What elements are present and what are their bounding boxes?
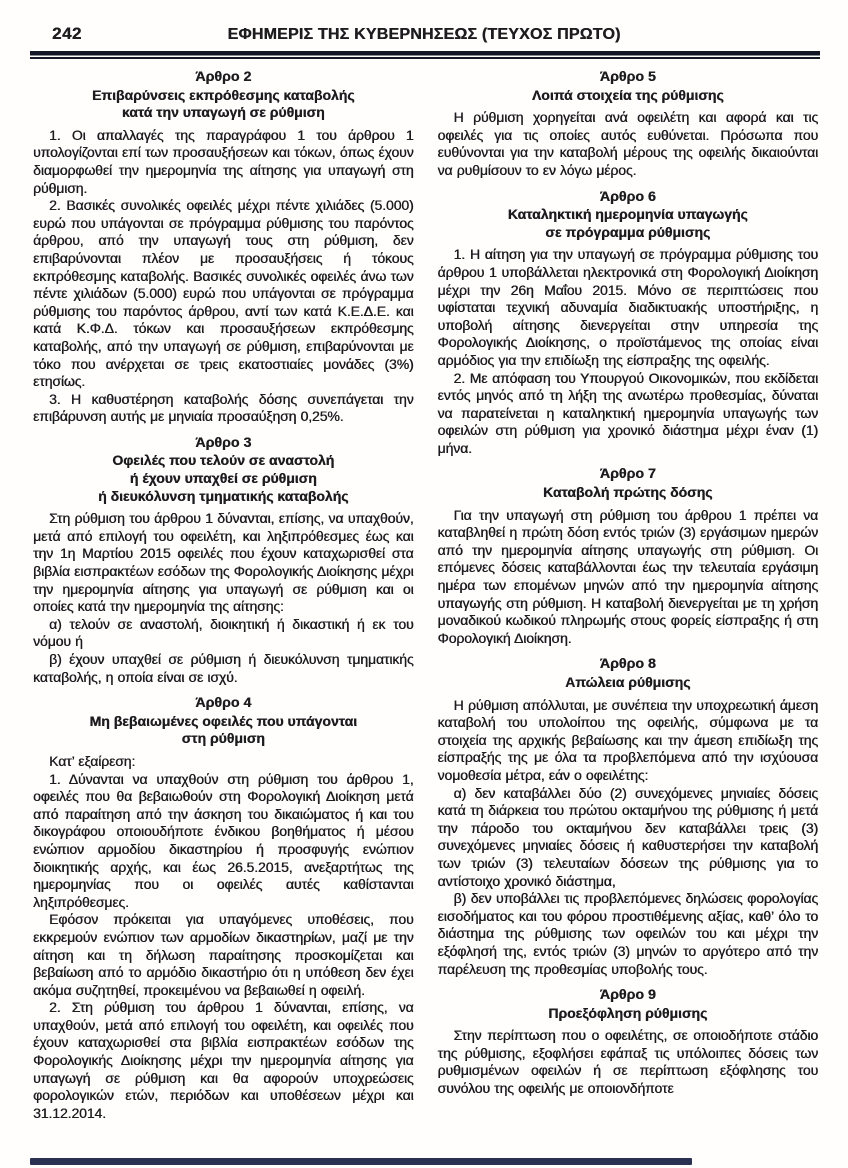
article-paragraph: β) έχουν υπαχθεί σε ρύθμιση ή διευκόλυνση τμηματικής καταβολής, η οποία είναι σε ισχύ. (33, 651, 414, 685)
article-paragraph: 2. Βασικές συνολικές οφειλές μέχρι πέντε χιλιάδες (5.000) ευρώ που υπάγονται σε πρόγραμμα ρύθμισης του παρόντος άρθρου, από την υπαγωγή τους στη ρύθμιση, δεν επιβαρύνονται πλέον με προσαυξήσεις ή τόκους εκπρόθεσμης καταβολής. Βασικές συνολικές οφειλές άνω των πέντε χιλιάδων (5.000) ευρώ που υπάγονται σε πρόγραμμα ρύθμισης του παρόντος άρθρου, αντί των κατά Κ.Ε.Δ.Ε. και κατά Κ.Φ.Δ. τόκων και προσαυξήσεων εκπρόθεσμης καταβολής, από την υπαγωγή σε ρύθμιση, επιβαρύνονται με τόκο που ανέρχεται σε τρεις εκατοστιαίες μονάδες (3%) ετησίως. (33, 197, 414, 390)
article-subtitle (438, 484, 819, 502)
article-title: Άρθρο 6 (599, 188, 656, 205)
page-header (0, 0, 848, 44)
article-subtitle-line: κατά την υπαγωγή σε ρύθμιση (121, 104, 325, 121)
article-title: Άρθρο 8 (599, 656, 656, 673)
article-subtitle-line: Προεξόφληση ρύθμισης (548, 1004, 708, 1021)
article-subtitle-line: σε πρόγραμμα ρύθμισης (545, 223, 711, 240)
article-subtitle (438, 87, 819, 105)
article-paragraph: 2. Στη ρύθμιση του άρθρου 1 δύνανται, επίσης, να υπαχθούν, μετά από επιλογή του οφειλέτη, και οφειλές που έχουν καταχωρισθεί στα βιβλία εισπρακτέων εσόδων της Φορολογικής Διοίκησης μέχρι την ημερομηνία αίτησης για υπαγωγή σε ρύθμιση και θα αφορούν υποχρεώσεις φορολογικών ετών, περιόδων και υποθέσεων μέχρι και 31.12.2014. (33, 999, 414, 1121)
article-paragraph: Στην περίπτωση που ο οφειλέτης, σε οποιοδήποτε στάδιο της ρύθμισης, εξοφλήσει εφάπαξ τις υπόλοιπες δόσεις των ρυθμισμένων οφειλών ή σε περίπτωση εξόφλησης του συνόλου της οφειλής με οποιονδήποτε (437, 1027, 818, 1097)
article-paragraph: Στη ρύθμιση του άρθρου 1 δύνανται, επίσης, να υπαχθούν, μετά από επιλογή του οφειλέτη, και ληξιπρόθεσμες έως και την 1η Μαρτίου 2015 οφειλές που έχουν καταχωρισθεί στα βιβλία εισπρακτέων εσόδων της Φορολογικής Διοίκησης μέχρι την ημερομηνία αίτησης για υπαγωγή σε ρύθμιση και οι οποίες κατά την ημερομηνία της αίτησης: (33, 510, 414, 615)
article-subtitle (438, 674, 819, 692)
article-paragraph: Εφόσον πρόκειται για υπαγόμενες υποθέσεις, που εκκρεμούν ενώπιον των αρμοδίων δικαστηρίων, μαζί με την αίτηση και τη δήλωση παραίτησης προσκομίζεται και βεβαίωση από το αρμόδιο δικαστήριο ότι η υπόθεση δεν έχει ακόμα συζητηθεί, προκειμένου να βεβαιωθεί η οφειλή. (33, 911, 414, 998)
article-subtitle (33, 713, 414, 748)
article-subtitle-line: Λοιπά στοιχεία της ρύθμισης (531, 86, 724, 103)
article-subtitle-line: Απώλεια ρύθμισης (565, 674, 691, 690)
article-paragraph: 3. Η καθυστέρηση καταβολής δόσης συνεπάγεται την επιβάρυνση αυτής με μηνιαία προσαύξηση 0,25%. (33, 390, 414, 425)
article-paragraph: Κατ’ εξαίρεση: (49, 752, 136, 769)
article (438, 466, 819, 647)
article-paragraph: 1. Η αίτηση για την υπαγωγή σε πρόγραμμα ρύθμισης του άρθρου 1 υποβάλλεται ηλεκτρονικά στη Φορολογική Διοίκηση μέχρι την 26η Μαΐου 2015. Μόνο σε περιπτώσεις που υφίσταται τεχνική αδυναμία διαδικτυακής υποστήριξης, η υποβολή αίτησης διενεργείται στην υπηρεσία της Φορολογικής Διοίκησης, ο προϊστάμενος της οποίας είναι αρμόδιος για την επιδίωξη της είσπραξης της οφειλής. (437, 246, 818, 368)
article-subtitle-line: Καταληκτική ημερομηνία υπαγωγής (507, 206, 748, 223)
article-subtitle-line: στη ρύθμιση (181, 730, 265, 747)
article-subtitle (438, 206, 819, 241)
article-title: Άρθρο 2 (195, 69, 252, 85)
article-paragraph: 2. Με απόφαση του Υπουργού Οικονομικών, που εκδίδεται εντός μηνός από τη λήξη της ανωτέρω προθεσμίας, δύναται να παρατείνεται η καταληκτική ημερομηνία υπαγωγής των οφειλών στη ρύθμιση για χρονικό διάστημα μέχρι έναν (1) μήνα. (437, 369, 818, 456)
article-paragraph: α) δεν καταβάλλει δύο (2) συνεχόμενες μηνιαίες δόσεις κατά τη διάρκεια του πρώτου οκταμήνου της ρύθμισης ή μετά την πάροδο του οκταμήνου δεν καταβάλλει τρεις (3) συνεχόμενες μηνιαίες δόσεις ή καθυστερήσει την καταβολή των τριών (3) τελευταίων δόσεων της ρύθμισης για το αντίστοιχο χρονικό διάστημα, (437, 784, 818, 889)
article (438, 189, 819, 458)
article-paragraph: Η ρύθμιση απόλλυται, με συνέπεια την υποχρεωτική άμεση καταβολή του υπολοίπου της οφειλής, σύμφωνα με τα στοιχεία της αρχικής βεβαίωσης και την άμεση επιδίωξη της είσπραξής της με όλα τα προβλεπόμενα από την ισχύουσα νομοθεσία μέτρα, εάν ο οφειλέτης: (437, 696, 818, 783)
article (438, 69, 819, 180)
article (438, 656, 819, 978)
header-title: ΕΦΗΜΕΡΙΣ ΤΗΣ ΚΥΒΕΡΝΗΣΕΩΣ (ΤΕΥΧΟΣ ΠΡΩΤΟ) (227, 26, 621, 43)
article-paragraph: 1. Δύνανται να υπαχθούν στη ρύθμιση του άρθρου 1, οφειλές που θα βεβαιωθούν στη Φορολογική Διοίκηση μετά από παραίτηση από την άσκηση του δικαιώματος ή και του δικογράφου οποιουδήποτε ένδικου βοηθήματος ή μέσου ενώπιον αρμοδίου δικαστηρίου ή προσφυγής ενώπιον διοικητικής αρχής, και έως 26.5.2015, ανεξαρτήτως της ημερομηνίας που οι οφειλές αυτές καθίστανται ληξιπρόθεσμες. (33, 770, 414, 910)
article-columns (0, 59, 848, 1122)
article-title: Άρθρο 3 (195, 434, 252, 451)
article-subtitle-line: Μη βεβαιωμένες οφειλές που υπάγονται (89, 712, 357, 729)
article-subtitle-line: ή διευκόλυνση τμηματικής καταβολής (98, 487, 349, 504)
left-column (33, 67, 414, 1122)
scan-artifact-bar (30, 1158, 692, 1165)
article-subtitle-line: Επιβαρύνσεις εκπρόθεσμης καταβολής (91, 86, 355, 103)
article-paragraph: 1. Οι απαλλαγές της παραγράφου 1 του άρθρου 1 υπολογίζονται επί των προσαυξήσεων και τόκων, όπως έχουν διαμορφωθεί την ημερομηνία της αίτησης για υπαγωγή στη ρύθμιση. (33, 126, 414, 196)
article (33, 69, 414, 426)
article-title: Άρθρο 5 (599, 69, 656, 85)
article (33, 695, 414, 1122)
header-rule (30, 51, 820, 59)
article-paragraph: α) τελούν σε αναστολή, διοικητική ή δικαστική ή εκ του νόμου ή (33, 615, 414, 650)
article-subtitle-line: Καταβολή πρώτης δόσης (543, 484, 713, 501)
article (33, 435, 414, 686)
article-paragraph: Για την υπαγωγή στη ρύθμιση του άρθρου 1 πρέπει να καταβληθεί η πρώτη δόση εντός τριών (3) εργάσιμων ημερών από την ημερομηνία αίτησης υπαγωγής στη ρύθμιση. Οι επόμενες δόσεις καταβάλλονται έως την τελευταία εργάσιμη ημέρα των επομένων μηνών από την ημερομηνία αίτησης υπαγωγής στη ρύθμιση. Η καταβολή διενεργείται με τη χρήση μοναδικού κωδικού πληρωμής στους φορείς είσπραξης ή στη Φορολογική Διοίκηση. (437, 506, 818, 646)
article-subtitle (33, 87, 414, 122)
article-paragraph: Η ρύθμιση χορηγείται ανά οφειλέτη και αφορά και τις οφειλές για τις οποίες αυτός ευθύνεται. Πρόσωπα που ευθύνονται για την καταβολή μέρους της οφειλής δικαιούνται να ρυθμίσουν το εν λόγω μέρος. (437, 109, 818, 178)
article-subtitle-line: ή έχουν υπαχθεί σε ρύθμιση (129, 470, 317, 487)
article-subtitle (438, 1005, 819, 1023)
article-subtitle-line: Οφειλές που τελούν σε αναστολή (112, 452, 335, 469)
article-title: Άρθρο 4 (195, 695, 252, 712)
article-paragraph: β) δεν υποβάλλει τις προβλεπόμενες δηλώσεις φορολογίας εισοδήματος και του φόρου προστιθέμενης αξίας, καθ’ όλο το διάστημα της ρύθμισης των οφειλών του και μέχρι την εξόφλησή της, εντός τριών (3) μηνών το αργότερο από την παρέλευση της προθεσμίας υποβολής τους. (437, 890, 818, 977)
article-title: Άρθρο 9 (599, 987, 656, 1004)
page-number: 242 (52, 24, 82, 43)
article-title: Άρθρο 7 (599, 466, 656, 483)
article-subtitle (33, 452, 414, 505)
right-column (438, 67, 819, 1122)
article (438, 987, 819, 1098)
